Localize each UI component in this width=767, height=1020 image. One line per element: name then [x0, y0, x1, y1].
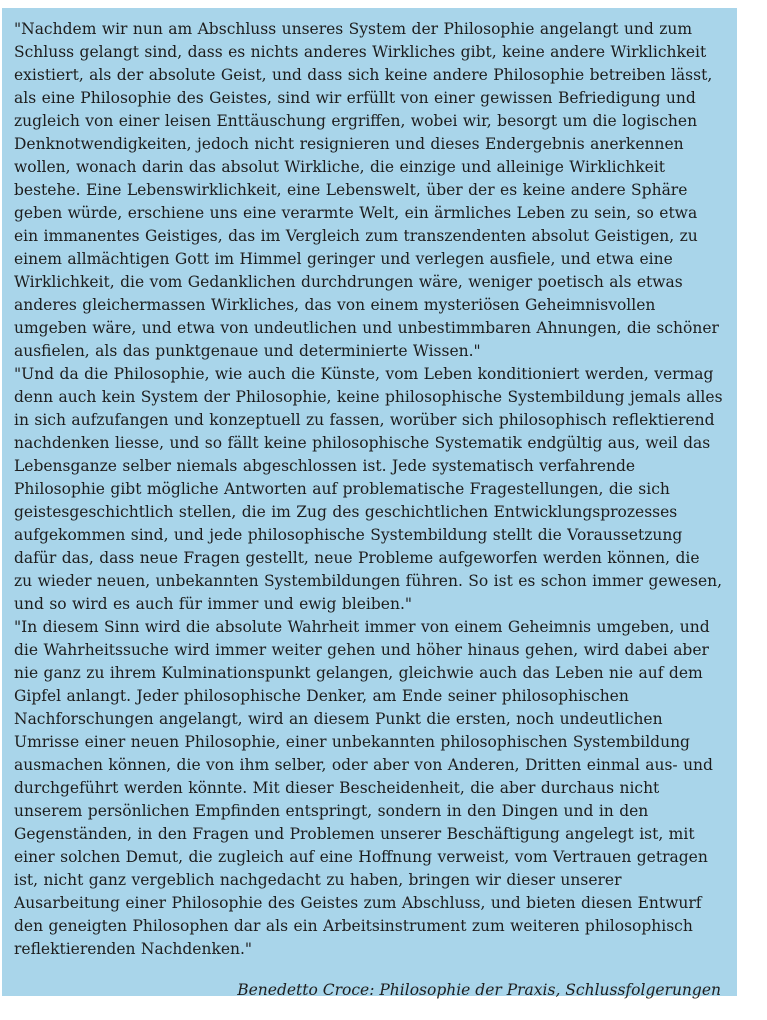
text-panel — [2, 8, 737, 999]
paragraph-conclusion-2: "Und da die Philosophie, wie auch die Künste, vom Leben konditioniert werden, vermag denn auch kein System der Philosophie, keine philosophische Systembildung jemals alles in sich aufzufangen und konzeptuell zu fassen, worüber sich philosophisch reflektierend nachdenken liesse, und so fällt keine philosophische Systematik endgültig aus, weil das Lebensganze selber niemals abgeschlossen ist. Jede systematisch verfahrende Philosophie gibt mögliche Antworten auf problematische Fragestellungen, die sich geistesgeschichtlich stellen, die im Zug des geschichtlichen Entwicklungsprozesses aufgekommen sind, und jede philosophische Systembildung stellt die Voraussetzung dafür das, dass neue Fragen gestellt, neue Probleme aufgeworfen werden können, die zu wieder neuen, unbekannten Systembildungen führen. So ist es schon immer gewesen, und so wird es auch für immer und ewig bleiben." — [14, 365, 723, 613]
paragraph-conclusion-1: "Nachdem wir nun am Abschluss unseres System der Philosophie angelangt und zum Schluss gelangt sind, dass es nichts anderes Wirkliches gibt, keine andere Wirklichkeit existiert, als der absolute Geist, und dass sich keine andere Philosophie betreiben lässt, als eine Philosophie des Geistes, sind wir erfüllt von einer gewissen Befriedigung und zugleich von einer leisen Enttäuschung ergriffen, wobei wir, besorgt um die logischen Denknotwendigkeiten, jedoch nicht resignieren und dieses Endergebnis anerkennen wollen, wonach darin das absolut Wirkliche, die einzige und alleinige Wirklichkeit bestehe. Eine Lebenswirklichkeit, eine Lebenswelt, über der es keine andere Sphäre geben würde, erschiene uns eine verarmte Welt, ein ärmliches Leben zu sein, so etwa ein immanentes Geistiges, das im Vergleich zum transzendenten absolut Geistigen, zu einem allmächtigen Gott im Himmel geringer und verlegen ausfiele, und etwa eine Wirklichkeit, die vom Gedanklichen durchdrungen wäre, weniger poetisch als etwas anderes gleichermassen Wirkliches, das von einem mysteriösen Geheimnisvollen umgeben wäre, und etwa von undeutlichen und unbestimmbaren Ahnungen, die schöner ausfielen, als das punktgenaue und determinierte Wissen." — [14, 20, 719, 360]
attribution: Benedetto Croce: Philosophie der Praxis, Schlussfolgerungen — [237, 981, 721, 999]
paragraph-conclusion-3: "In diesem Sinn wird die absolute Wahrheit immer von einem Geheimnis umgeben, und die Wahrheitssuche wird immer weiter gehen und höher hinaus gehen, wird dabei aber nie ganz zu ihrem Kulminationspunkt gelangen, gleichwie auch das Leben nie auf dem Gipfel anlangt. Jeder philosophische Denker, am Ende seiner philosophischen Nachforschungen angelangt, wird an diesem Punkt die ersten, noch undeutlichen Umrisse einer neuen Philosophie, einer unbekannten philosophischen Systembildung ausmachen können, die von ihm selber, oder aber von Anderen, Dritten einmal aus- und durchgeführt werden könnte. Mit dieser Bescheidenheit, die aber durchaus nicht unserem persönlichen Empfinden entspringt, sondern in den Dingen und in den Gegenständen, in den Fragen und Problemen unserer Beschäftigung angelegt ist, mit einer solchen Demut, die zugleich auf eine Hoffnung verweist, vom Vertrauen getragen ist, nicht ganz vergeblich nachgedacht zu haben, bringen wir dieser unserer Ausarbeitung einer Philosophie des Geistes zum Abschluss, und bieten diesen Entwurf den geneigten Philosophen dar als ein Arbeitsinstrument zum weiteren philosophisch reflektierenden Nachdenken." — [14, 618, 713, 958]
